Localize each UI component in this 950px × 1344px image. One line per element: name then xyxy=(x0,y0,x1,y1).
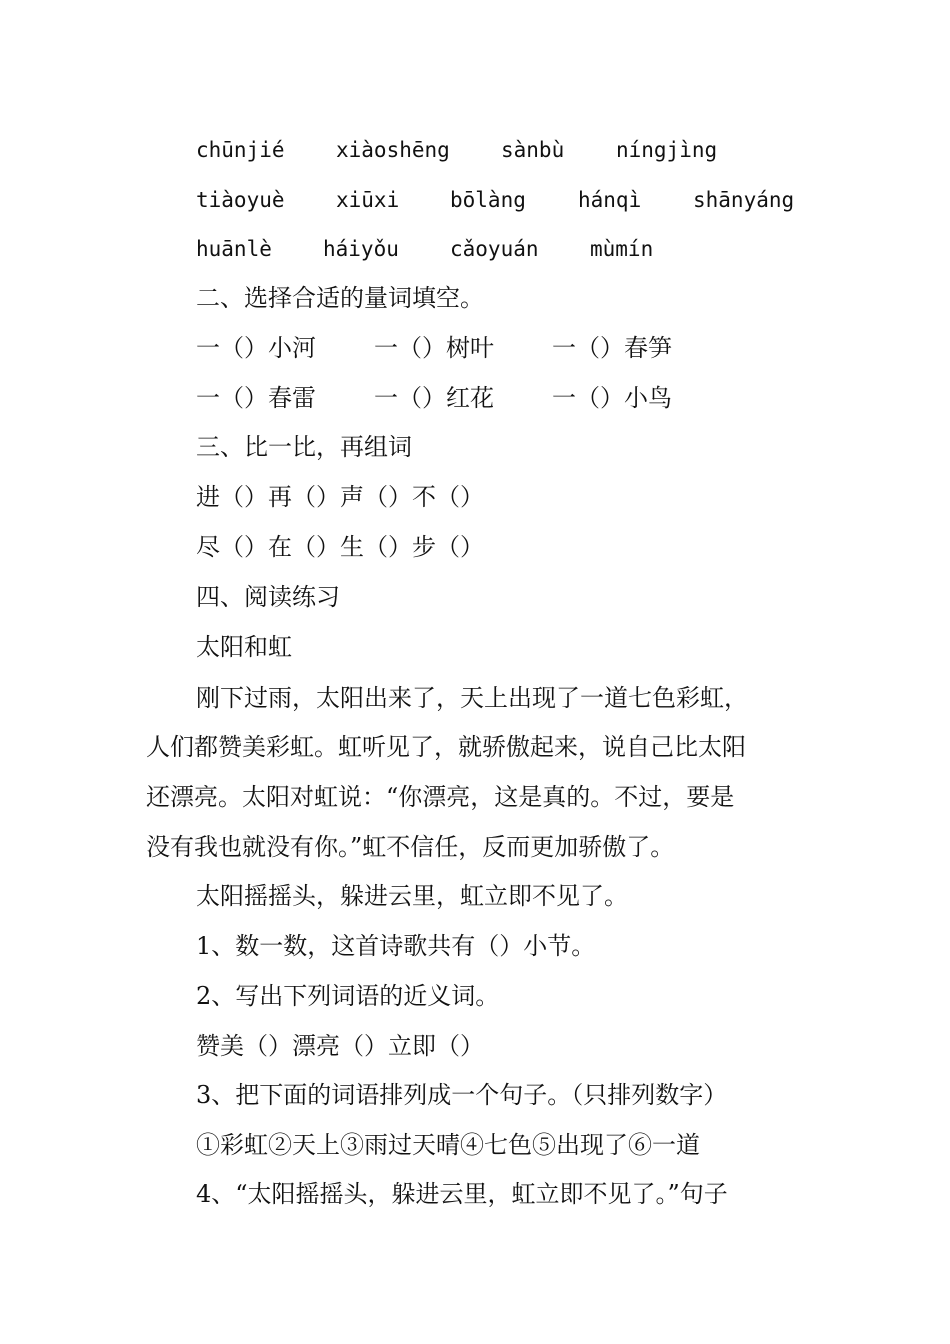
question-3-items: ①彩虹②天上③雨过天晴④七色⑤出现了⑥一道 xyxy=(196,1131,700,1159)
question-3: 3、把下面的词语排列成一个句子。（只排列数字） xyxy=(196,1081,728,1109)
passage-title: 太阳和虹 xyxy=(196,633,292,661)
compare-words-row-1: 进（）再（）声（）不（） xyxy=(196,483,484,511)
pinyin-word: tiàoyuè xyxy=(196,188,285,212)
pinyin-word: xiūxi xyxy=(336,188,400,212)
pinyin-word: cǎoyuán xyxy=(450,237,539,261)
pinyin-word: chūnjié xyxy=(196,138,285,162)
passage-paragraph-2: 太阳摇摇头，躲进云里，虹立即不见了。 xyxy=(196,882,628,910)
fill-blank-item: 一（）春雷 xyxy=(196,384,316,412)
pinyin-word: sànbù xyxy=(501,138,565,162)
pinyin-word: hánqì xyxy=(578,188,642,212)
question-4: 4、“太阳摇摇头，躲进云里，虹立即不见了。”句子 xyxy=(196,1180,728,1208)
fill-blank-item: 一（）小鸟 xyxy=(552,384,672,412)
pinyin-word: shānyáng xyxy=(693,188,795,212)
fill-blank-item: 一（）小河 xyxy=(196,334,316,362)
pinyin-word: mùmín xyxy=(590,237,654,261)
question-2-items: 赞美（）漂亮（）立即（） xyxy=(196,1032,484,1060)
measure-word-row-1 xyxy=(196,330,756,366)
compare-words-row-2: 尽（）在（）生（）步（） xyxy=(196,533,484,561)
pinyin-word: háiyǒu xyxy=(323,237,399,261)
section-4-heading: 四、阅读练习 xyxy=(196,583,340,611)
passage-line: 刚下过雨，太阳出来了，天上出现了一道七色彩虹， xyxy=(196,684,748,712)
question-2: 2、写出下列词语的近义词。 xyxy=(196,982,500,1010)
fill-blank-item: 一（）红花 xyxy=(374,384,494,412)
passage-line: 还漂亮。太阳对虹说：“你漂亮，这是真的。不过，要是 xyxy=(146,783,735,811)
pinyin-word: huānlè xyxy=(196,237,272,261)
measure-word-row-2 xyxy=(196,380,756,416)
section-3-heading: 三、比一比，再组词 xyxy=(196,433,412,461)
question-1: 1、数一数，这首诗歌共有（）小节。 xyxy=(196,932,596,960)
pinyin-word: xiàoshēng xyxy=(336,138,450,162)
fill-blank-item: 一（）树叶 xyxy=(374,334,494,362)
pinyin-word: bōlàng xyxy=(450,188,526,212)
fill-blank-item: 一（）春笋 xyxy=(552,334,672,362)
section-2-heading: 二、选择合适的量词填空。 xyxy=(196,284,484,312)
passage-line: 人们都赞美彩虹。虹听见了，就骄傲起来，说自己比太阳 xyxy=(146,733,746,761)
pinyin-word: níngjìng xyxy=(616,138,718,162)
passage-line: 没有我也就没有你。”虹不信任，反而更加骄傲了。 xyxy=(146,833,675,861)
